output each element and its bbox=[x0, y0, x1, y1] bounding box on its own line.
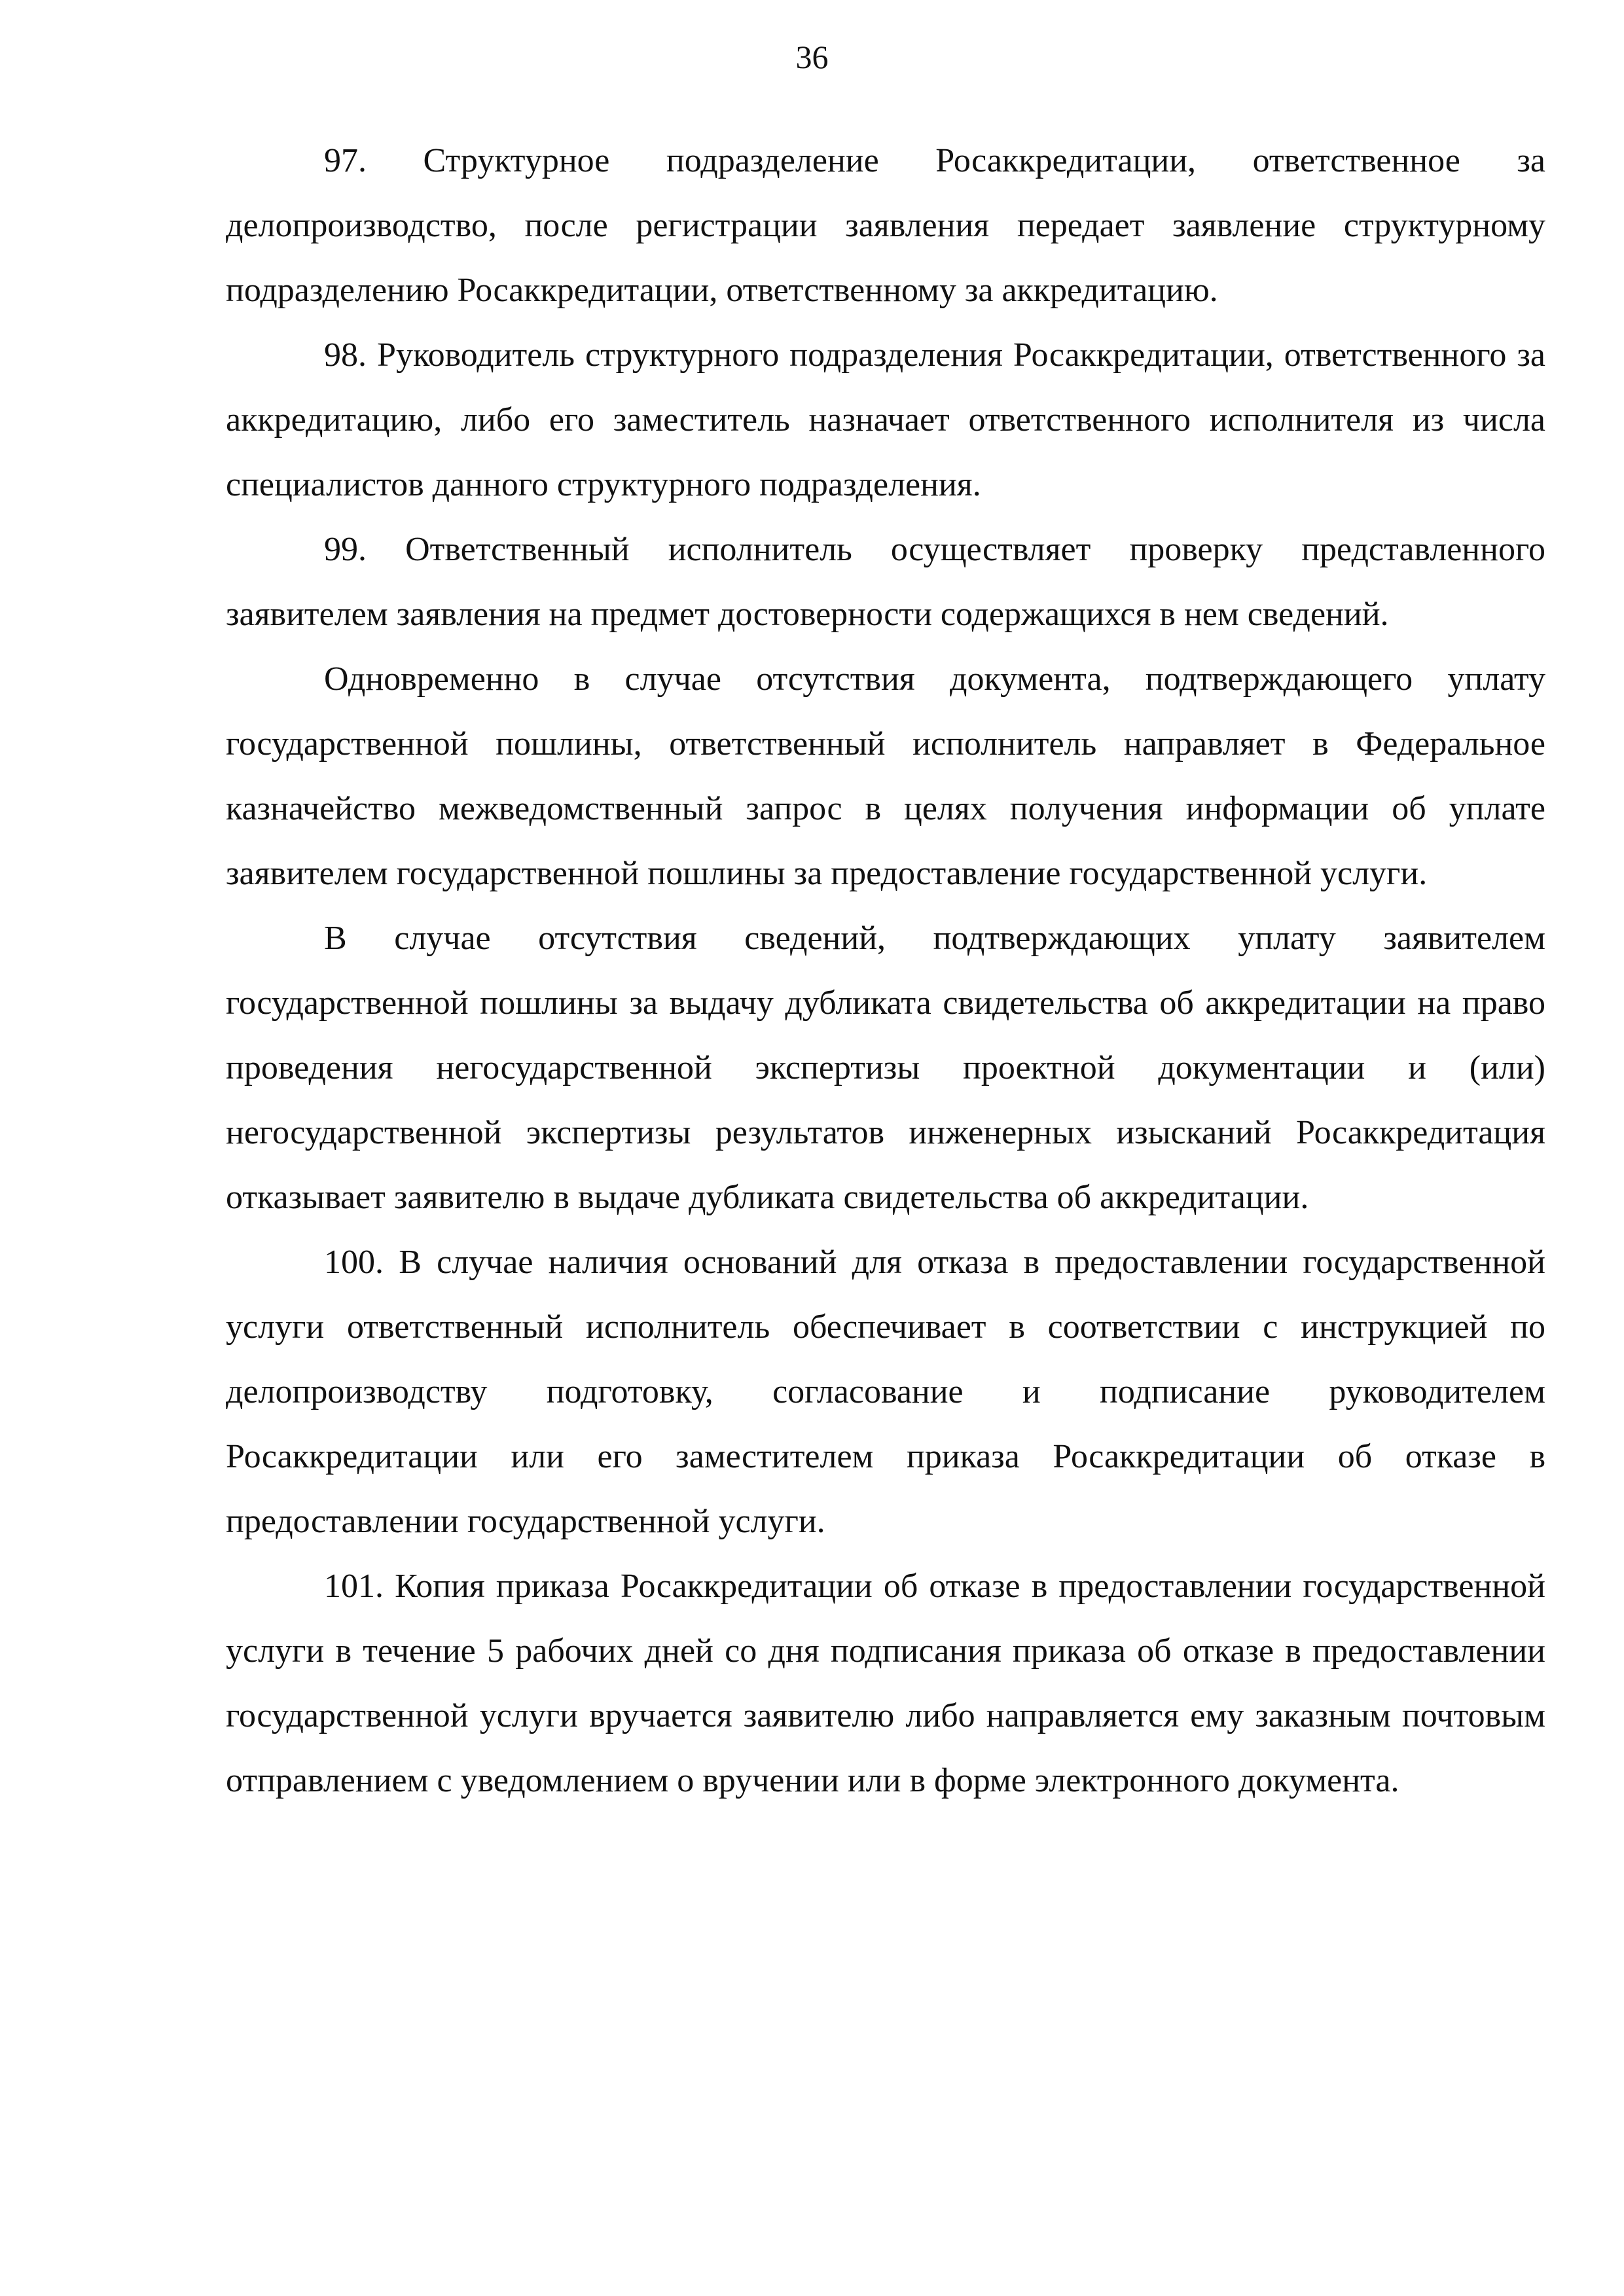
paragraph-98: 98. Руководитель структурного подразделения Росаккредитации, ответственного за аккредитацию, либо его заместитель назначает ответственного исполнителя из числа специалистов данного структурного подразделения. bbox=[226, 336, 1545, 503]
paragraph-100: 100. В случае наличия оснований для отказа в предоставлении государственной услуги ответственный исполнитель обеспечивает в соответствии с инструкцией по делопроизводству подготовку, согласование и подписание руководителем Росаккредитации или его заместителем приказа Росаккредитации об отказе в предоставлении государственной услуги. bbox=[226, 1244, 1545, 1540]
paragraph-99-state-duty-request: Одновременно в случае отсутствия документа, подтверждающего уплату государственной пошлины, ответственный исполнитель направляет в Федеральное казначейство межведомственный запрос в целях получения информации об уплате заявителем государственной пошлины за предоставление государственной услуги. bbox=[226, 660, 1545, 892]
paragraph-101: 101. Копия приказа Росаккредитации об отказе в предоставлении государственной услуги в течение 5 рабочих дней со дня подписания приказа об отказе в предоставлении государственной услуги вручается заявителю либо направляется ему заказным почтовым отправлением с уведомлением о вручении или в форме электронного документа. bbox=[226, 1568, 1545, 1799]
page-number: 36 bbox=[795, 39, 829, 75]
paragraph-97: 97. Структурное подразделение Росаккредитации, ответственное за делопроизводство, после регистрации заявления передает заявление структурному подразделению Росаккредитации, ответственному за аккредитацию. bbox=[226, 142, 1545, 309]
paragraph-99-duplicate-refusal: В случае отсутствия сведений, подтверждающих уплату заявителем государственной пошлины за выдачу дубликата свидетельства об аккредитации на право проведения негосударственной экспертизы проектной документации и (или) негосударственной экспертизы результатов инженерных изысканий Росаккредитация отказывает заявителю в выдаче дубликата свидетельства об аккредитации. bbox=[226, 920, 1545, 1216]
document-body bbox=[226, 128, 1545, 1813]
paragraph-99: 99. Ответственный исполнитель осуществляет проверку представленного заявителем заявления на предмет достоверности содержащихся в нем сведений. bbox=[226, 531, 1545, 633]
